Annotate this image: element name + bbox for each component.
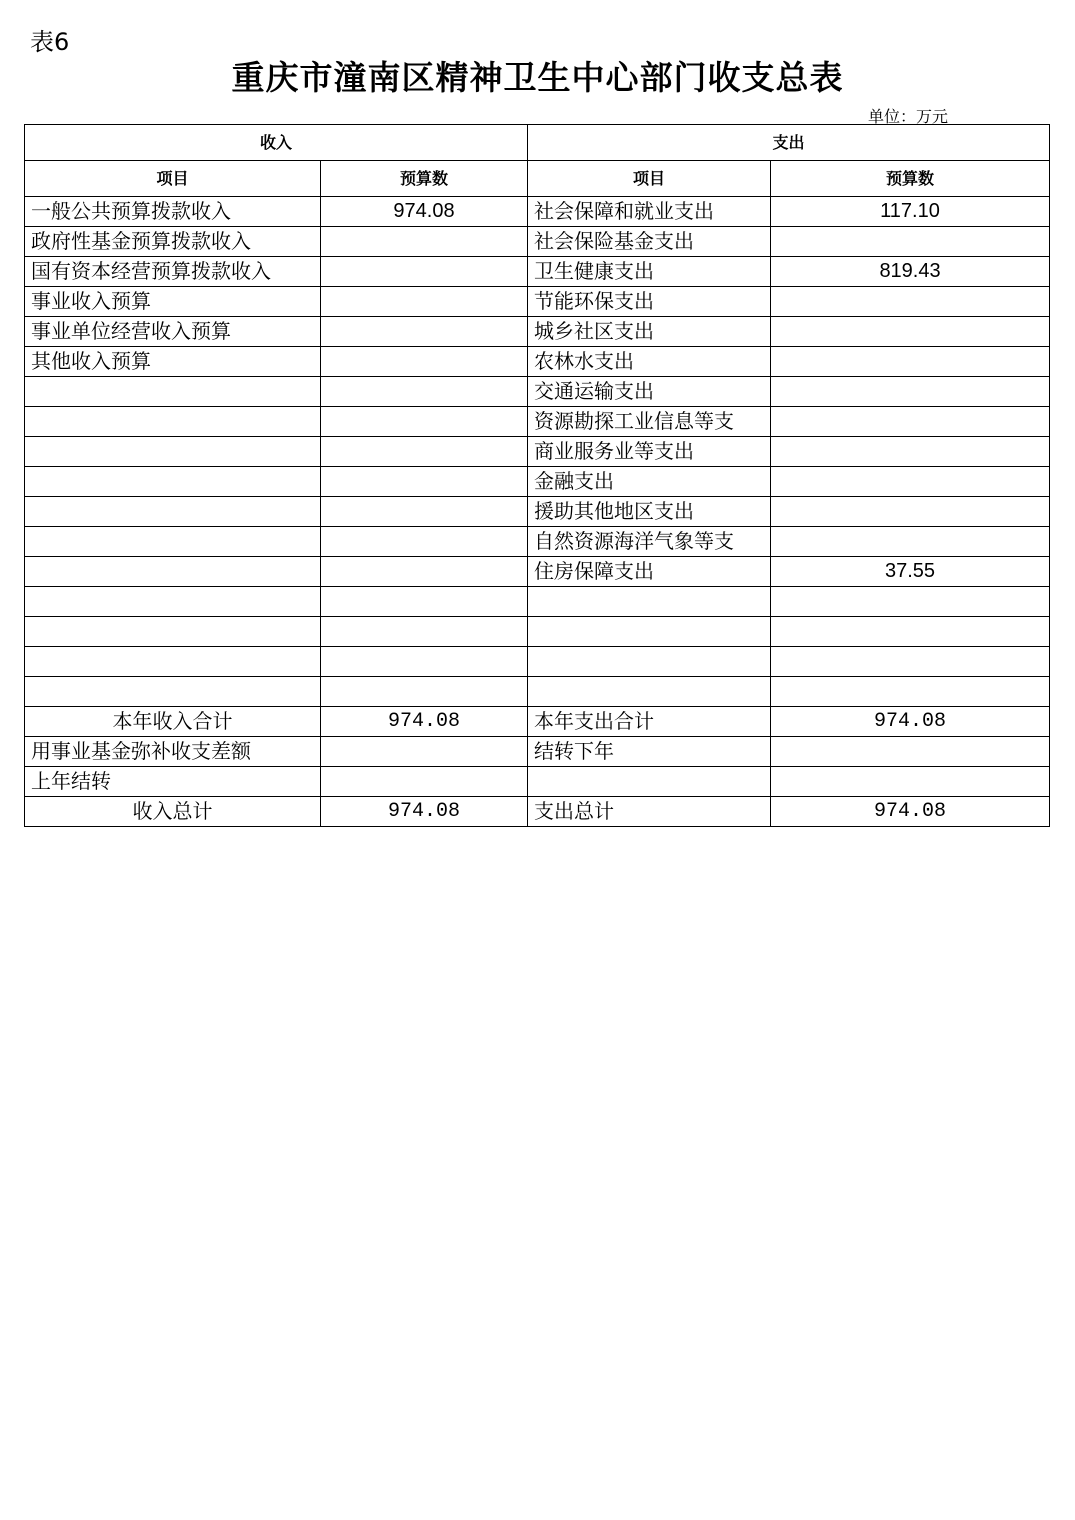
expense-value-cell: 117.10 xyxy=(771,197,1050,227)
table-row xyxy=(25,677,1050,707)
expense-value-cell xyxy=(771,407,1050,437)
expense-item-cell xyxy=(528,587,771,617)
income-item-cell xyxy=(25,497,321,527)
expense-total-label: 支出总计 xyxy=(528,797,771,827)
section-header-row xyxy=(25,125,1050,161)
table-row xyxy=(25,197,1050,227)
income-item-cell: 国有资本经营预算拨款收入 xyxy=(25,257,321,287)
prior-year-blank-value xyxy=(771,767,1050,797)
expense-value-cell xyxy=(771,467,1050,497)
expense-item-cell: 城乡社区支出 xyxy=(528,317,771,347)
column-header-row xyxy=(25,161,1050,197)
income-value-cell xyxy=(321,497,528,527)
expense-item-cell: 节能环保支出 xyxy=(528,287,771,317)
expense-value-cell xyxy=(771,437,1050,467)
income-item-cell xyxy=(25,437,321,467)
expense-item-cell: 援助其他地区支出 xyxy=(528,497,771,527)
budget-table xyxy=(24,124,1050,827)
fund-offset-row xyxy=(25,737,1050,767)
table-number: 表6 xyxy=(30,28,70,56)
year-expense-value: 974.08 xyxy=(771,707,1050,737)
prior-year-label: 上年结转 xyxy=(25,767,321,797)
expense-value-cell xyxy=(771,497,1050,527)
income-value-cell xyxy=(321,287,528,317)
expense-value-cell: 819.43 xyxy=(771,257,1050,287)
income-item-cell: 事业收入预算 xyxy=(25,287,321,317)
table-row xyxy=(25,617,1050,647)
income-total-value: 974.08 xyxy=(321,797,528,827)
income-item-cell xyxy=(25,617,321,647)
carry-forward-value xyxy=(771,737,1050,767)
expense-item-cell xyxy=(528,647,771,677)
income-value-cell xyxy=(321,437,528,467)
income-item-cell: 其他收入预算 xyxy=(25,347,321,377)
income-header: 收入 xyxy=(25,125,528,161)
year-income-value: 974.08 xyxy=(321,707,528,737)
prior-year-blank xyxy=(528,767,771,797)
income-item-header: 项目 xyxy=(25,161,321,197)
income-value-cell: 974.08 xyxy=(321,197,528,227)
expense-item-header: 项目 xyxy=(528,161,771,197)
income-value-cell xyxy=(321,227,528,257)
income-item-cell xyxy=(25,647,321,677)
income-item-cell: 事业单位经营收入预算 xyxy=(25,317,321,347)
prior-year-value xyxy=(321,767,528,797)
expense-header: 支出 xyxy=(528,125,1050,161)
table-row xyxy=(25,437,1050,467)
expense-value-cell xyxy=(771,347,1050,377)
expense-value-cell xyxy=(771,317,1050,347)
table-row xyxy=(25,407,1050,437)
income-value-cell xyxy=(321,347,528,377)
expense-value-cell xyxy=(771,377,1050,407)
table-row xyxy=(25,317,1050,347)
expense-item-cell: 卫生健康支出 xyxy=(528,257,771,287)
unit-label: 单位：万元 xyxy=(868,107,949,126)
income-item-cell xyxy=(25,407,321,437)
expense-value-cell xyxy=(771,587,1050,617)
income-value-cell xyxy=(321,407,528,437)
expense-item-cell: 商业服务业等支出 xyxy=(528,437,771,467)
expense-total-value: 974.08 xyxy=(771,797,1050,827)
expense-value-cell xyxy=(771,527,1050,557)
page-title: 重庆市潼南区精神卫生中心部门收支总表 xyxy=(231,58,844,97)
expense-item-cell: 资源勘探工业信息等支 xyxy=(528,407,771,437)
table-row xyxy=(25,647,1050,677)
income-value-cell xyxy=(321,617,528,647)
expense-item-cell: 社会保障和就业支出 xyxy=(528,197,771,227)
income-value-cell xyxy=(321,677,528,707)
income-item-cell xyxy=(25,557,321,587)
table-row xyxy=(25,527,1050,557)
year-total-row xyxy=(25,707,1050,737)
table-row xyxy=(25,587,1050,617)
table-row xyxy=(25,347,1050,377)
expense-item-cell: 社会保险基金支出 xyxy=(528,227,771,257)
fund-offset-value xyxy=(321,737,528,767)
income-value-cell xyxy=(321,587,528,617)
prior-year-row xyxy=(25,767,1050,797)
income-budget-header: 预算数 xyxy=(321,161,528,197)
expense-item-cell: 交通运输支出 xyxy=(528,377,771,407)
income-value-cell xyxy=(321,557,528,587)
income-item-cell: 一般公共预算拨款收入 xyxy=(25,197,321,227)
expense-value-cell xyxy=(771,677,1050,707)
income-item-cell xyxy=(25,677,321,707)
income-item-cell xyxy=(25,467,321,497)
income-value-cell xyxy=(321,257,528,287)
income-value-cell xyxy=(321,467,528,497)
income-total-label: 收入总计 xyxy=(25,797,321,827)
table-row xyxy=(25,287,1050,317)
income-value-cell xyxy=(321,377,528,407)
table-row xyxy=(25,497,1050,527)
expense-item-cell: 住房保障支出 xyxy=(528,557,771,587)
expense-value-cell xyxy=(771,287,1050,317)
table-row xyxy=(25,227,1050,257)
year-income-label: 本年收入合计 xyxy=(25,707,321,737)
expense-item-cell xyxy=(528,677,771,707)
expense-item-cell: 农林水支出 xyxy=(528,347,771,377)
income-item-cell xyxy=(25,377,321,407)
expense-budget-header: 预算数 xyxy=(771,161,1050,197)
expense-item-cell: 自然资源海洋气象等支 xyxy=(528,527,771,557)
income-item-cell xyxy=(25,527,321,557)
expense-value-cell xyxy=(771,647,1050,677)
income-value-cell xyxy=(321,317,528,347)
income-value-cell xyxy=(321,527,528,557)
table-row xyxy=(25,257,1050,287)
income-value-cell xyxy=(321,647,528,677)
fund-offset-label: 用事业基金弥补收支差额 xyxy=(25,737,321,767)
year-expense-label: 本年支出合计 xyxy=(528,707,771,737)
grand-total-row xyxy=(25,797,1050,827)
expense-item-cell xyxy=(528,617,771,647)
expense-value-cell xyxy=(771,617,1050,647)
income-item-cell xyxy=(25,587,321,617)
table-row xyxy=(25,377,1050,407)
table-row xyxy=(25,467,1050,497)
expense-value-cell: 37.55 xyxy=(771,557,1050,587)
carry-forward-label: 结转下年 xyxy=(528,737,771,767)
income-item-cell: 政府性基金预算拨款收入 xyxy=(25,227,321,257)
expense-item-cell: 金融支出 xyxy=(528,467,771,497)
table-row xyxy=(25,557,1050,587)
expense-value-cell xyxy=(771,227,1050,257)
